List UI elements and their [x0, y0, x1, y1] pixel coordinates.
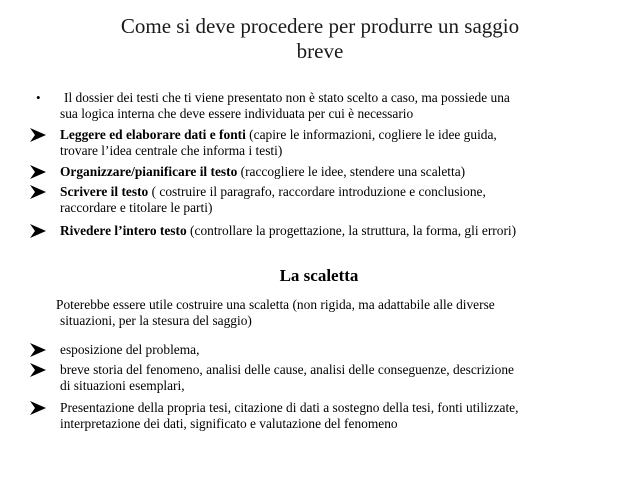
bullet-scrivere — [30, 184, 610, 216]
arrow-bullet-icon — [30, 184, 52, 199]
scaletta-item — [30, 362, 610, 394]
title-line-1: Come si deve procedere per produrre un saggio — [120, 14, 520, 38]
arrow-bullet-icon — [30, 223, 52, 238]
arrow-bullet-icon — [30, 342, 52, 357]
scaletta-item-line-2: di situazioni esemplari, — [60, 378, 185, 393]
slide-title — [40, 14, 600, 64]
bullet-rivedere — [30, 223, 610, 239]
bullet-leggere-line-2: trovare l’idea centrale che informa i testi) — [60, 143, 283, 158]
bullet-organizzare — [30, 164, 610, 180]
scaletta-item — [30, 400, 610, 432]
arrow-bullet-icon — [30, 127, 52, 142]
round-bullet-icon: • — [36, 90, 41, 105]
bullet-intro-line-1: Il dossier dei testi che ti viene presentato non è stato scelto a caso, ma possiede una — [64, 90, 510, 105]
title-line-2: breve — [296, 39, 344, 63]
bullet-intro-line-2: sua logica interna che deve essere individuata per cui è necessario — [60, 106, 414, 121]
bullet-leggere-bold: Leggere ed elaborare dati e fonti — [60, 127, 246, 142]
bullet-intro — [30, 90, 610, 122]
bullet-rivedere-rest: (controllare la progettazione, la struttura, la forma, gli errori) — [186, 223, 517, 238]
scaletta-intro-line-2: situazioni, per la stesura del saggio) — [60, 313, 252, 328]
bullet-leggere-rest: (capire le informazioni, cogliere le idee guida, — [245, 127, 497, 142]
arrow-bullet-icon — [30, 362, 52, 377]
bullet-leggere — [30, 127, 610, 159]
bullet-rivedere-bold: Rivedere l’intero testo — [60, 223, 187, 238]
arrow-bullet-icon — [30, 164, 52, 179]
scaletta-heading: La scaletta — [279, 266, 359, 285]
scaletta-item-line-1: Presentazione della propria tesi, citazione di dati a sostegno della tesi, fonti utilizzate, — [60, 400, 519, 415]
bullet-organizzare-bold: Organizzare/pianificare il testo — [60, 164, 238, 179]
bullet-scrivere-line-2: raccordare e titolare le parti) — [60, 200, 213, 215]
scaletta-item-line-1: esposizione del problema, — [60, 342, 200, 357]
scaletta-item — [30, 342, 610, 358]
arrow-bullet-icon — [30, 400, 52, 415]
bullet-organizzare-rest: (raccogliere le idee, stendere una scaletta) — [237, 164, 466, 179]
bullet-scrivere-rest: ( costruire il paragrafo, raccordare introduzione e conclusione, — [148, 184, 486, 199]
scaletta-item-line-2: interpretazione dei dati, significato e valutazione del fenomeno — [60, 416, 398, 431]
scaletta-intro — [54, 297, 614, 329]
scaletta-item-line-1: breve storia del fenomeno, analisi delle cause, analisi delle conseguenze, descrizione — [60, 362, 514, 377]
bullet-scrivere-bold: Scrivere il testo — [60, 184, 149, 199]
scaletta-intro-line-1: Poterebbe essere utile costruire una scaletta (non rigida, ma adattabile alle diverse — [56, 297, 495, 312]
